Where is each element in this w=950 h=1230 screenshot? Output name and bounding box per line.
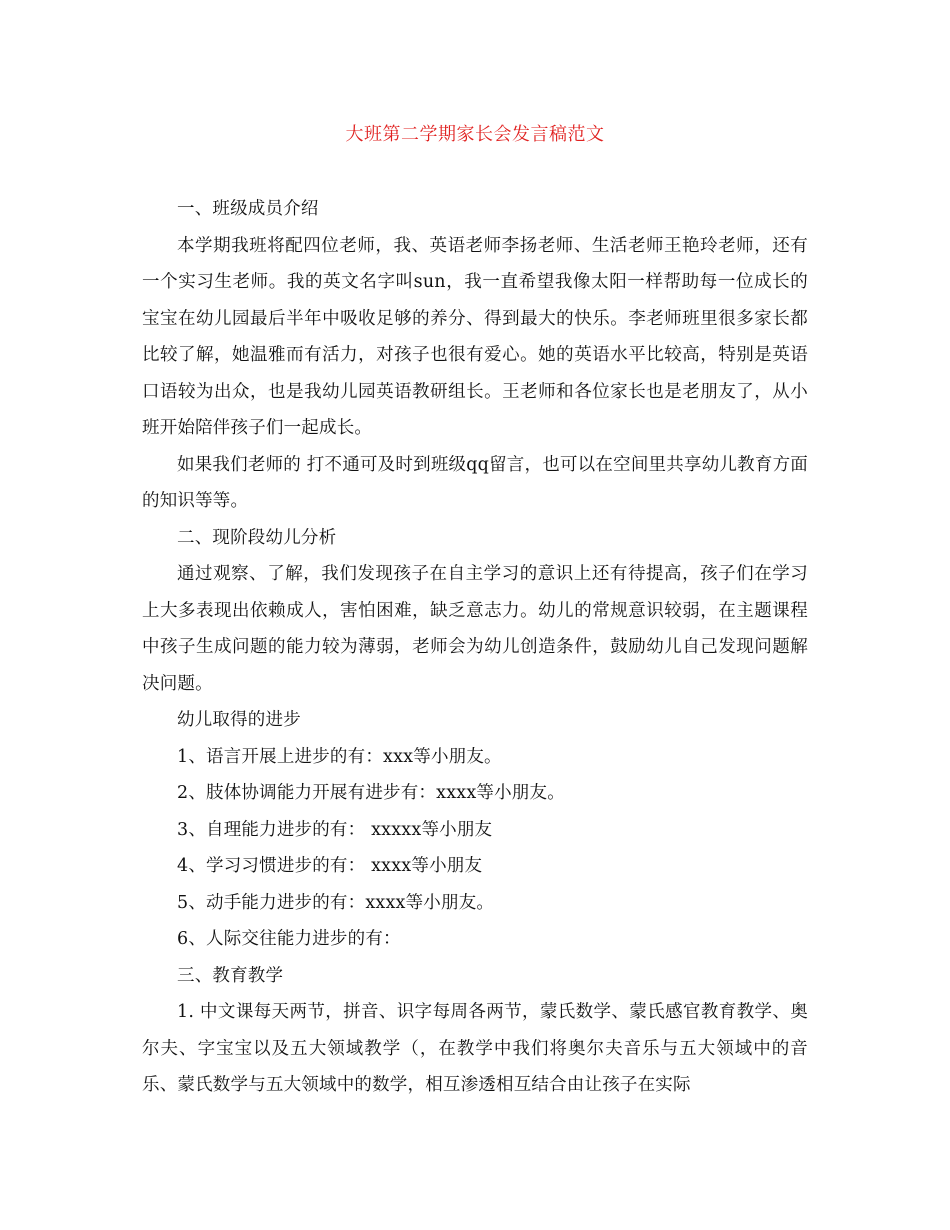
list-item: 1、语言开展上进步的有：xxx等小朋友。 bbox=[177, 746, 502, 767]
list-item: 6、人际交往能力进步的有： bbox=[177, 929, 401, 949]
paragraph-teacher-intro: 本学期我班将配四位老师，我、英语老师李扬老师、生活老师王艳玲老师，还有一个实习生老师。我的英文名字叫sun，我一直希望我像太阳一样帮助每一位成长的宝宝在幼儿园最后半年中吸收足够的养分、得到最大的快乐。李老师班里很多家长都比较了解，她温雅而有活力，对孩子也很有爱心。她的英语水平比较高，特别是英语口语较为出众，也是我幼儿园英语教研组长。王老师和各位家长也是老朋友了，从小班开始陪伴孩子们一起成长。 bbox=[142, 235, 808, 438]
list-item: 4、学习习惯进步的有： xxxx等小朋友 bbox=[177, 856, 483, 876]
list-item: 5、动手能力进步的有：xxxx等小朋友。 bbox=[177, 892, 495, 913]
list-item: 3、自理能力进步的有： xxxxx等小朋友 bbox=[177, 819, 493, 840]
document-title: 大班第二学期家长会发言稿范文 bbox=[345, 124, 605, 145]
document-body bbox=[142, 191, 808, 1104]
section-heading-child-analysis: 二、现阶段幼儿分析 bbox=[177, 527, 337, 548]
paragraph-child-analysis: 通过观察、了解，我们发现孩子在自主学习的意识上还有待提高，孩子们在学习上大多表现出依赖成人，害怕困难，缺乏意志力。幼儿的常规意识较弱，在主题课程中孩子生成问题的能力较为薄弱，老师会为幼儿创造条件，鼓励幼儿自己发现问题解决问题。 bbox=[142, 564, 808, 694]
subheading-progress: 幼儿取得的进步 bbox=[177, 710, 301, 730]
paragraph-teaching-details: 1. 中文课每天两节，拼音、识字每周各两节，蒙氏数学、蒙氏感官教育教学、奥尔夫、字宝宝以及五大领域教学（，在教学中我们将奥尔夫音乐与五大领域中的音乐、蒙氏数学与五大领域中的数学，相互渗透相互结合由让孩子在实际 bbox=[142, 1002, 808, 1095]
section-heading-teaching: 三、教育教学 bbox=[177, 965, 284, 986]
list-item: 2、肢体协调能力开展有进步有：xxxx等小朋友。 bbox=[177, 783, 565, 803]
paragraph-contact-info: 如果我们老师的 打不通可及时到班级qq留言，也可以在空间里共享幼儿教育方面的知识等等。 bbox=[142, 454, 808, 511]
section-heading-class-members: 一、班级成员介绍 bbox=[177, 199, 319, 219]
